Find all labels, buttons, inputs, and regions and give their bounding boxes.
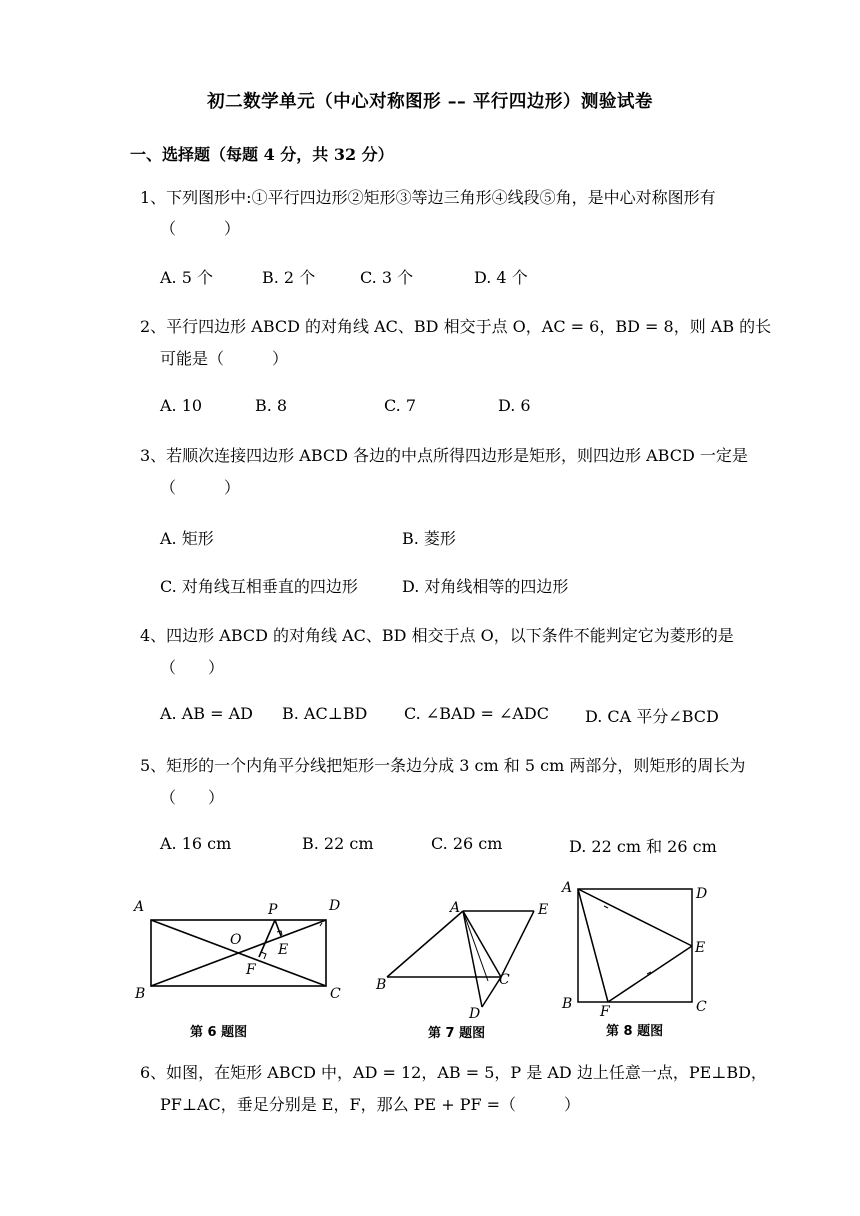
figure-8 <box>556 876 716 1016</box>
q1-option-b: B. 2 个 <box>262 268 316 287</box>
q4-option-d: D. CA 平分∠BCD <box>585 707 719 726</box>
q4-option-b: B. AC⊥BD <box>282 704 368 723</box>
fig7-label-b: B <box>376 977 387 993</box>
fig6-label-d: D <box>329 898 341 914</box>
q5-option-d: D. 22 cm 和 26 cm <box>569 837 717 856</box>
q2-option-c: C. 7 <box>384 396 417 415</box>
figure-6-caption: 第 6 题图 <box>190 1025 248 1040</box>
q4-option-c: C. ∠BAD = ∠ADC <box>404 704 549 723</box>
q5-option-a: A. 16 cm <box>160 834 232 853</box>
figure-8-caption: 第 8 题图 <box>606 1024 664 1039</box>
question-5-stem: 5、矩形的一个内角平分线把矩形一条边分成 3 cm 和 5 cm 两部分，则矩形的周长为 <box>140 756 746 775</box>
fig8-label-f: F <box>600 1004 610 1016</box>
fig8-label-c: C <box>696 999 707 1015</box>
q2-option-b: B. 8 <box>255 396 288 415</box>
q5-option-b: B. 22 cm <box>302 834 374 853</box>
question-6-stem: 6、如图，在矩形 ABCD 中，AD = 12，AB = 5，P 是 AD 边上任意一点，PE⊥BD， <box>140 1063 767 1082</box>
fig6-label-b: B <box>135 986 146 1002</box>
fig6-label-p: P <box>268 902 278 918</box>
q3-option-b: B. 菱形 <box>402 529 456 548</box>
fig7-label-a: A <box>450 900 461 916</box>
fig6-label-c: C <box>330 986 341 1002</box>
q1-option-d: D. 4 个 <box>474 268 528 287</box>
fig8-label-a: A <box>562 880 573 896</box>
question-3-blank: （ ） <box>160 478 241 497</box>
q3-option-d: D. 对角线相等的四边形 <box>402 577 569 596</box>
q5-option-c: C. 26 cm <box>431 834 503 853</box>
figure-7-caption: 第 7 题图 <box>428 1026 486 1041</box>
fig8-label-b: B <box>562 996 573 1012</box>
q4-option-a: A. AB = AD <box>160 704 253 723</box>
question-3-stem: 3、若顺次连接四边形 ABCD 各边的中点所得四边形是矩形，则四边形 ABCD 一定是 <box>140 446 748 465</box>
fig6-label-a: A <box>134 899 145 915</box>
fig6-label-f: F <box>246 962 256 978</box>
fig6-label-o: O <box>230 932 242 948</box>
q1-option-a: A. 5 个 <box>160 268 213 287</box>
fig8-label-e: E <box>695 940 706 956</box>
q3-option-c: C. 对角线互相垂直的四边形 <box>160 577 358 596</box>
q1-option-c: C. 3 个 <box>360 268 414 287</box>
page-title: 初二数学单元（中心对称图形 –– 平行四边形）测验试卷 <box>207 92 653 112</box>
question-5-blank: （ ） <box>160 788 225 807</box>
figure-6 <box>128 888 358 1008</box>
fig8-label-d: D <box>696 886 708 902</box>
q3-option-a: A. 矩形 <box>160 529 214 548</box>
question-2-stem-cont: 可能是（ ） <box>160 349 289 368</box>
question-4-blank: （ ） <box>160 658 225 677</box>
question-1-blank: （ ） <box>160 219 241 238</box>
question-4-stem: 4、四边形 ABCD 的对角线 AC、BD 相交于点 O，以下条件不能判定它为菱形的是 <box>140 626 734 645</box>
section-heading: 一、选择题（每题 4 分，共 32 分） <box>130 145 394 164</box>
question-2-stem: 2、平行四边形 ABCD 的对角线 AC、BD 相交于点 O，AC = 6，BD = 8，则 AB 的长 <box>140 317 772 336</box>
question-1-stem: 1、下列图形中:①平行四边形②矩形③等边三角形④线段⑤角，是中心对称图形有 <box>140 188 716 207</box>
question-6-stem-cont: PF⊥AC，垂足分别是 E，F，那么 PE + PF =（ ） <box>160 1095 581 1114</box>
fig6-label-e: E <box>278 942 289 958</box>
fig7-label-c: C <box>499 972 510 988</box>
figure-7 <box>372 895 562 1025</box>
q2-option-a: A. 10 <box>160 396 203 415</box>
q2-option-d: D. 6 <box>498 396 531 415</box>
fig7-label-d: D <box>469 1006 481 1022</box>
fig7-label-e: E <box>538 902 549 918</box>
